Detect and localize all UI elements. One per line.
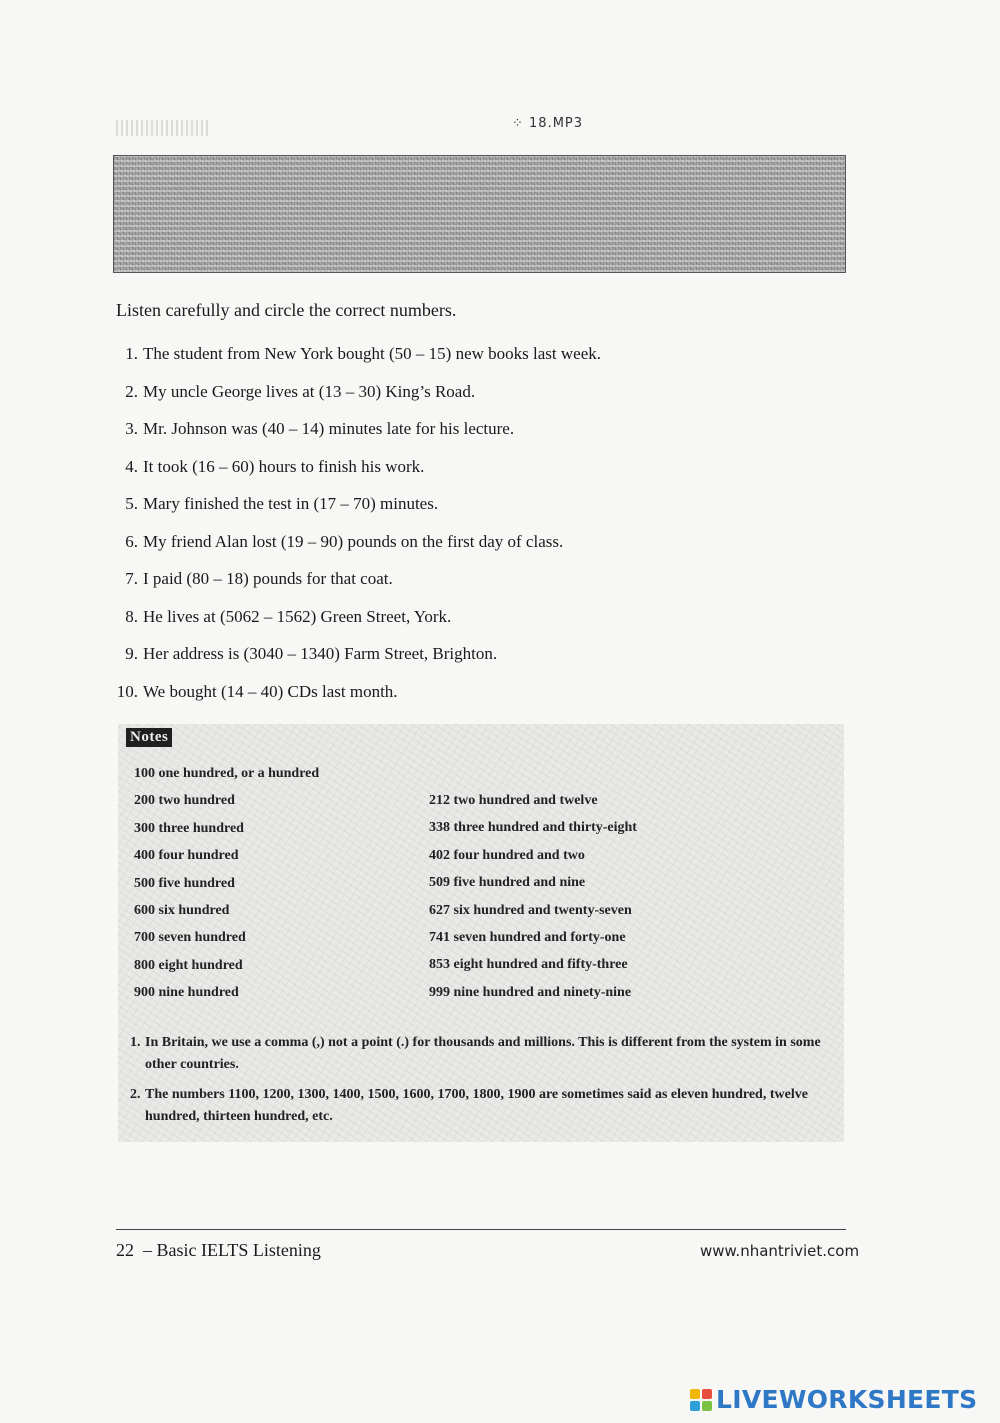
numbers-left-column	[134, 765, 319, 1012]
logo-tile	[690, 1389, 700, 1399]
exercise-directions: Listen carefully and circle the correct numbers.	[116, 300, 457, 320]
question-number: 5.	[125, 494, 138, 513]
question-text: Mr. Johnson was (40 – 14) minutes late for his lecture.	[143, 419, 515, 438]
note-point	[130, 1084, 842, 1128]
question-item	[118, 642, 601, 680]
question-number: 9.	[125, 644, 138, 663]
question-item	[118, 530, 601, 568]
number-entry: 300 three hundred	[134, 820, 244, 836]
question-text: Her address is (3040 – 1340) Farm Street, Brighton.	[143, 644, 498, 663]
number-entry: 400 four hundred	[134, 848, 239, 864]
note-text: The numbers 1100, 1200, 1300, 1400, 1500, 1600, 1700, 1800, 1900 are sometimes said as eleven hundred, twelve hundred, thirteen hundred, etc.	[145, 1087, 808, 1124]
logo-tile	[702, 1401, 712, 1411]
page-number: 22	[116, 1240, 134, 1260]
question-number: 6.	[125, 531, 138, 551]
question-text: My friend Alan lost (19 – 90) pounds on the first day of class.	[143, 531, 564, 551]
audio-icon: ⁘	[512, 116, 530, 131]
liveworksheets-logo	[690, 1385, 977, 1414]
numbers-right-column	[429, 792, 637, 1011]
number-entry: 100 one hundred, or a hundred	[134, 766, 320, 781]
number-entry: 627 six hundred and twenty-seven	[429, 902, 632, 918]
question-item	[118, 605, 601, 643]
book-title: – Basic IELTS Listening	[143, 1240, 321, 1260]
question-item	[110, 680, 601, 718]
question-number: 1.	[125, 344, 138, 363]
number-entry: 741 seven hundred and forty-one	[429, 929, 626, 945]
question-number: 2.	[125, 381, 138, 401]
logo-tiles-icon	[690, 1389, 712, 1411]
question-text: My uncle George lives at (13 – 30) King’s Road.	[143, 381, 476, 401]
question-text: The student from New York bought (50 – 15) new books last week.	[143, 344, 601, 363]
question-text: It took (16 – 60) hours to finish his work.	[143, 456, 425, 476]
question-text: I paid (80 – 18) pounds for that coat.	[143, 569, 393, 588]
number-entry: 700 seven hundred	[134, 930, 246, 946]
question-item	[118, 417, 601, 455]
question-item	[118, 342, 601, 380]
notes-points	[130, 1032, 842, 1136]
publisher-website: www.nhantriviet.com	[700, 1242, 860, 1260]
number-entry: 900 nine hundred	[134, 985, 239, 1001]
question-number: 7.	[125, 569, 138, 588]
question-item	[118, 380, 601, 418]
logo-tile	[690, 1401, 700, 1411]
question-number: 4.	[125, 456, 138, 476]
number-entry: 500 five hundred	[134, 875, 235, 891]
note-number: 1.	[130, 1035, 141, 1050]
number-entry: 600 six hundred	[134, 902, 230, 918]
logo-text: LIVEWORKSHEETS	[716, 1385, 978, 1414]
note-text: In Britain, we use a comma (,) not a point (.) for thousands and millions. This is different from the system in some other countries.	[145, 1035, 821, 1072]
question-number: 8.	[125, 606, 138, 626]
question-number: 3.	[125, 419, 138, 438]
question-text: Mary finished the test in (17 – 70) minutes.	[143, 494, 439, 513]
instruction-box	[113, 155, 846, 273]
question-item	[118, 492, 601, 530]
number-entry: 212 two hundred and twelve	[429, 793, 598, 808]
question-text: He lives at (5062 – 1562) Green Street, York.	[143, 606, 452, 626]
question-item	[118, 567, 601, 605]
scan-smudge	[116, 120, 211, 136]
number-entry: 999 nine hundred and ninety-nine	[429, 984, 632, 1000]
question-number: 10.	[116, 681, 138, 701]
number-entry: 509 five hundred and nine	[429, 875, 586, 891]
number-entry: 338 three hundred and thirty-eight	[429, 820, 637, 836]
number-entry: 800 eight hundred	[134, 957, 243, 973]
notes-title: Notes	[126, 728, 172, 747]
note-point	[130, 1032, 842, 1076]
footer-divider	[116, 1229, 846, 1230]
question-item	[118, 455, 601, 493]
number-entry: 853 eight hundred and fifty-three	[429, 957, 628, 973]
number-entry: 200 two hundred	[134, 793, 235, 809]
question-text: We bought (14 – 40) CDs last month.	[143, 681, 398, 701]
number-entry: 402 four hundred and two	[429, 847, 585, 863]
question-list	[118, 342, 601, 717]
audio-track-label	[512, 116, 583, 131]
note-number: 2.	[130, 1087, 141, 1102]
audio-track-name: 18.MP3	[529, 116, 584, 131]
logo-tile	[702, 1389, 712, 1399]
